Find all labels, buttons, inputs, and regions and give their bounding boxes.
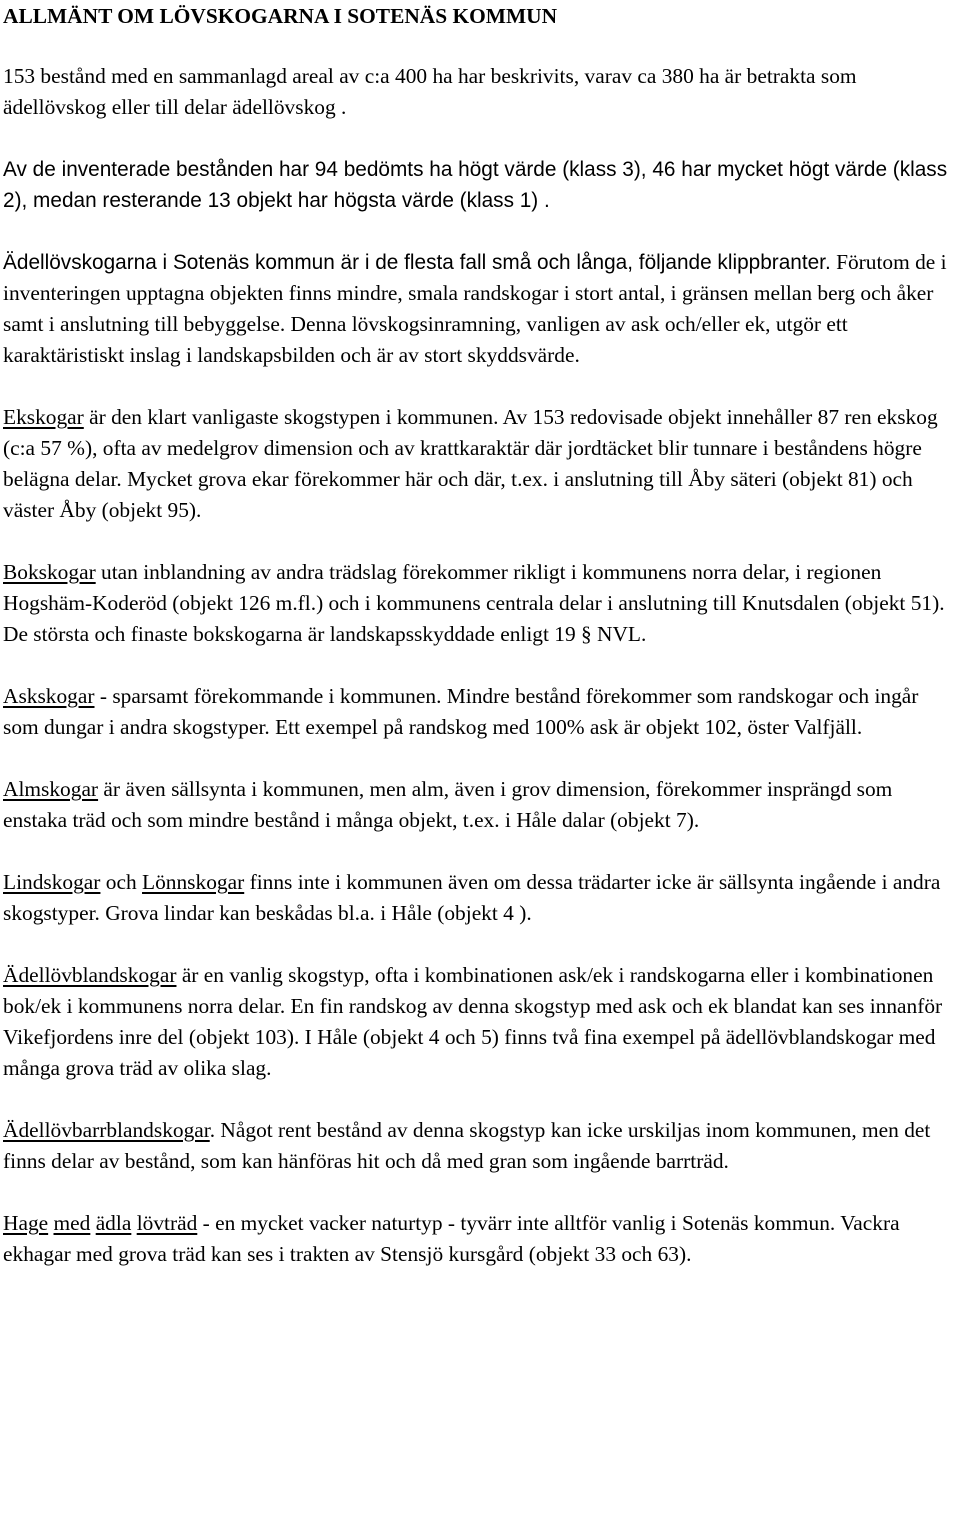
paragraph-intro: 153 bestånd med en sammanlagd areal av c:a 400 ha har beskrivits, varav ca 380 ha är betrakta som ädellövskog eller till delar ädellövskog . bbox=[3, 64, 857, 119]
paragraph-lind-lonn bbox=[3, 867, 956, 929]
paragraph-ekskog bbox=[3, 402, 956, 526]
paragraph-bokskog bbox=[3, 557, 956, 650]
term-adellovbarrblandskogar: Ädellövbarrblandskogar bbox=[3, 1118, 210, 1142]
term-med: med bbox=[53, 1211, 91, 1235]
term-ekskogar: Ekskogar bbox=[3, 405, 84, 429]
term-bokskogar: Bokskogar bbox=[3, 560, 96, 584]
term-adla: ädla bbox=[95, 1211, 132, 1235]
lind-text: finns inte i kommunen även om dessa trädarter icke är sällsynta ingående i andra skogstyper. Grova lindar kan beskådas bl.a. i Håle (objekt 4 ). bbox=[3, 870, 941, 925]
term-lovtrad: lövträd bbox=[136, 1211, 198, 1235]
paragraph-blandskog bbox=[3, 960, 956, 1084]
lind-conjunction: och bbox=[100, 870, 143, 894]
ekskog-text: är den klart vanligaste skogstypen i kommunen. Av 153 redovisade objekt innehåller 87 ren ekskog (c:a 57 %), ofta av medelgrov dimension och av krattkaraktär där jordtäcket blir tunnare i beståndens högre belägna delar. Mycket grova ekar förekommer här och där, t.ex. i anslutning till Åby säteri (objekt 81) och väster Åby (objekt 95). bbox=[3, 405, 938, 522]
term-almskogar: Almskogar bbox=[3, 777, 99, 801]
page-title: ALLMÄNT OM LÖVSKOGARNA I SOTENÄS KOMMUN bbox=[3, 4, 558, 28]
paragraph-askskog bbox=[3, 681, 956, 743]
barrbland-text: . Något rent bestånd av denna skogstyp kan icke urskiljas inom kommunen, men det finns delar av bestånd, som kan hänföras hit och då med gran som ingående barrträd. bbox=[3, 1118, 931, 1173]
paragraph-overview bbox=[3, 247, 956, 371]
term-hage: Hage bbox=[3, 1211, 49, 1235]
overview-lead: Ädellövskogarna i Sotenäs kommun är i de flesta fall små och långa, följande klippbranter. bbox=[3, 251, 831, 274]
paragraph-hage bbox=[3, 1208, 956, 1270]
paragraph-barrblandskog bbox=[3, 1115, 956, 1177]
term-lindskogar: Lindskogar bbox=[3, 870, 101, 894]
askskog-text: - sparsamt förekommande i kommunen. Mindre bestånd förekommer som randskogar och ingår som dungar i andra skogstyper. Ett exempel på randskog med 100% ask är objekt 102, öster Valfjäll. bbox=[3, 684, 919, 739]
overview-rest: Förutom de i inventeringen upptagna objekten finns mindre, smala randskogar i stort antal, i gränsen mellan berg och åker samt i anslutning till bebyggelse. Denna lövskogsinramning, vanligen av ask och/eller ek, utgör ett karaktäristiskt inslag i landskapsbilden och är av stort skyddsvärde. bbox=[3, 250, 947, 367]
term-lonnskogar: Lönnskogar bbox=[142, 870, 245, 894]
term-askskogar: Askskogar bbox=[3, 684, 95, 708]
paragraph-classes: Av de inventerade bestånden har 94 bedömts ha högt värde (klass 3), 46 har mycket högt värde (klass 2), medan resterande 13 objekt har högsta värde (klass 1) . bbox=[3, 158, 948, 212]
paragraph-almskog bbox=[3, 774, 956, 836]
term-adellovblandskogar: Ädellövblandskogar bbox=[3, 963, 177, 987]
almskog-text: är även sällsynta i kommunen, men alm, även i grov dimension, förekommer insprängd som enstaka träd och som mindre bestånd i många objekt, t.ex. i Håle dalar (objekt 7). bbox=[3, 777, 893, 832]
blandskog-text: är en vanlig skogstyp, ofta i kombinationen ask/ek i randskogarna eller i kombinationen bok/ek i kommunens norra delar. En fin randskog av denna skogstyp med ask och ek blandat kan ses innanför Vikefjordens inre del (objekt 103). I Håle (objekt 4 och 5) finns två fina exempel på ädellövblandskogar med många grova träd av olika slag. bbox=[3, 963, 943, 1080]
hage-text: - en mycket vacker naturtyp - tyvärr inte alltför vanlig i Sotenäs kommun. Vackra ekhagar med grova träd kan ses i trakten av Stensjö kursgård (objekt 33 och 63). bbox=[3, 1211, 900, 1266]
bokskog-text: utan inblandning av andra trädslag förekommer rikligt i kommunens norra delar, i regionen Hogshäm-Koderöd (objekt 126 m.fl.) och i kommunens centrala delar i anslutning till Knutsdalen (objekt 51). De största och finaste bokskogarna är landskapsskyddade enligt 19 § NVL. bbox=[3, 560, 945, 646]
